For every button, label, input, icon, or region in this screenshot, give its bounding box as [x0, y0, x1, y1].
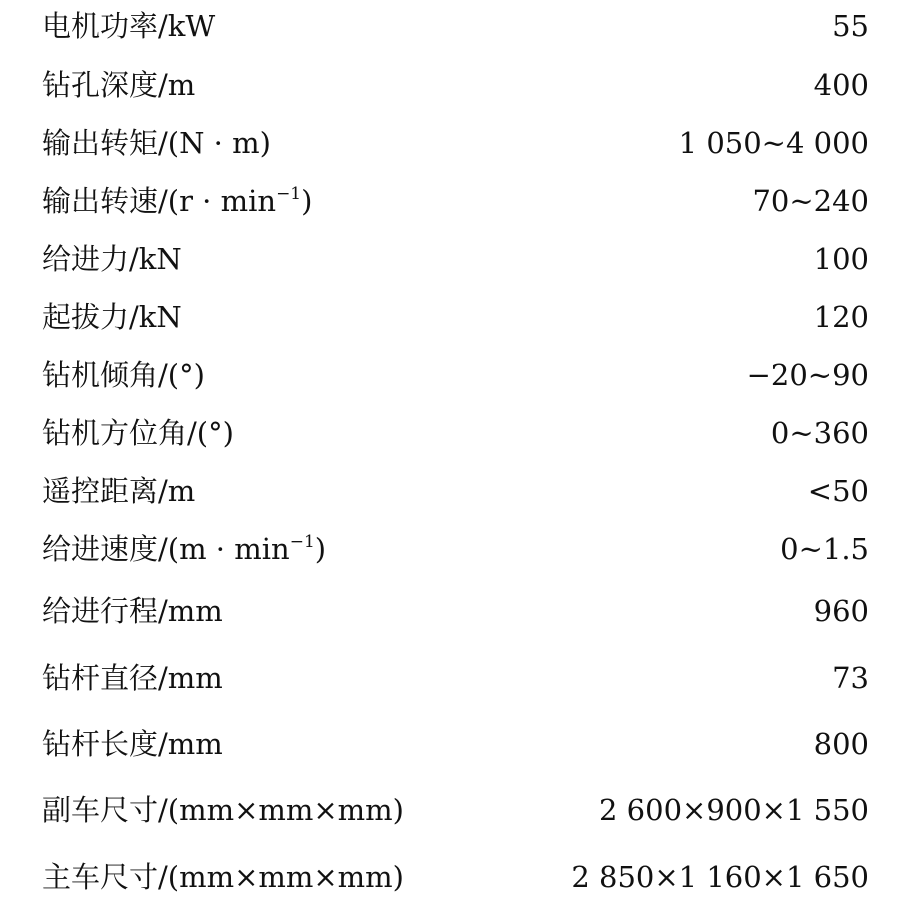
spec-name: 电机功率/kW — [42, 9, 216, 43]
spec-value: 0~1.5 — [780, 532, 869, 566]
spec-row — [0, 529, 901, 569]
spec-row — [0, 471, 901, 511]
spec-name: 主车尺寸/(mm×mm×mm) — [42, 860, 404, 894]
spec-row — [0, 724, 901, 764]
spec-name: 钻孔深度/m — [42, 68, 196, 102]
spec-value: −20~90 — [746, 358, 869, 392]
spec-value: 2 600×900×1 550 — [599, 793, 869, 827]
spec-value: 2 850×1 160×1 650 — [571, 860, 869, 894]
spec-name-superscript: −1 — [289, 532, 315, 552]
spec-row — [0, 239, 901, 279]
spec-name-superscript: −1 — [276, 184, 302, 204]
spec-value: 800 — [813, 727, 869, 761]
spec-value: 400 — [813, 68, 869, 102]
spec-name: 起拔力/kN — [42, 300, 182, 334]
spec-name-suffix: ) — [314, 532, 327, 566]
spec-row — [0, 355, 901, 395]
spec-value: 960 — [813, 594, 869, 628]
spec-name-suffix: ) — [301, 184, 313, 218]
spec-name-prefix: 输出转速/(r · min — [42, 184, 277, 218]
spec-value: <50 — [807, 474, 869, 508]
spec-value: 120 — [813, 300, 869, 334]
spec-value: 1 050~4 000 — [678, 126, 869, 160]
spec-row — [0, 181, 901, 221]
spec-name: 钻杆直径/mm — [42, 661, 223, 695]
spec-value: 0~360 — [770, 416, 869, 450]
spec-name — [42, 529, 326, 569]
spec-row — [0, 857, 901, 897]
spec-row — [0, 6, 901, 46]
spec-name: 副车尺寸/(mm×mm×mm) — [42, 793, 404, 827]
spec-name: 给进力/kN — [42, 242, 182, 276]
spec-value: 70~240 — [752, 184, 869, 218]
spec-value: 100 — [813, 242, 869, 276]
spec-row — [0, 123, 901, 163]
spec-name: 钻机方位角/(°) — [42, 416, 234, 450]
spec-name: 遥控距离/m — [42, 474, 196, 508]
spec-value: 73 — [832, 661, 869, 695]
spec-name — [42, 181, 312, 221]
spec-row — [0, 65, 901, 105]
spec-row — [0, 413, 901, 453]
spec-value: 55 — [832, 9, 869, 43]
spec-name: 输出转矩/(N · m) — [42, 126, 271, 160]
spec-name: 钻杆长度/mm — [42, 727, 223, 761]
spec-name: 钻机倾角/(°) — [42, 358, 205, 392]
spec-name: 给进行程/mm — [42, 594, 223, 628]
spec-row — [0, 658, 901, 698]
spec-name-prefix: 给进速度/(m · min — [42, 532, 290, 566]
spec-row — [0, 591, 901, 631]
spec-row — [0, 297, 901, 337]
spec-row — [0, 790, 901, 830]
